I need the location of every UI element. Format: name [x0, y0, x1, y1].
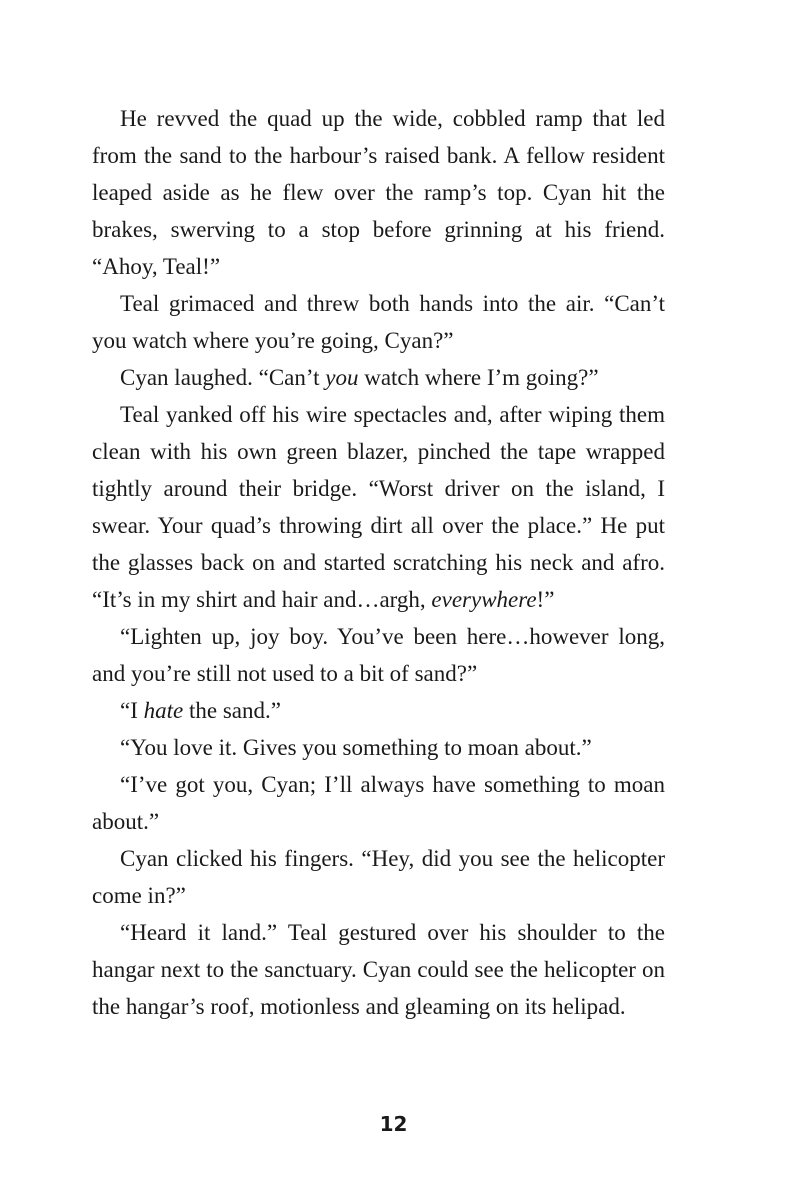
paragraph-text: “I	[120, 698, 144, 723]
paragraph-text: Cyan clicked his fingers. “Hey, did you see the helicopter come in?”	[92, 846, 665, 908]
paragraph-text: “Heard it land.” Teal gestured over his shoulder to the hangar next to the sanctuary. Cyan could see the helicopter on the hangar’s roof, motionless and gleaming on its helipad.	[92, 920, 665, 1019]
emphasis-text: everywhere	[431, 587, 537, 612]
paragraph-text: “I’ve got you, Cyan; I’ll always have something to moan about.”	[92, 772, 665, 834]
paragraph-5	[92, 618, 665, 692]
paragraph-text: “Lighten up, joy boy. You’ve been here…however long, and you’re still not used to a bit of sand?”	[92, 624, 665, 686]
paragraph-10	[92, 914, 665, 1025]
paragraph-text: Teal yanked off his wire spectacles and, after wiping them clean with his own green blazer, pinched the tape wrapped tightly around their bridge. “Worst driver on the island, I swear. Your quad’s throwing dirt all over the place.” He put the glasses back on and started scratching his neck and afro. “It’s in my shirt and hair and…argh,	[92, 402, 665, 612]
body-text	[92, 100, 665, 1025]
paragraph-text: !”	[536, 587, 555, 612]
paragraph-4	[92, 396, 665, 618]
paragraph-text: watch where I’m going?”	[358, 365, 599, 390]
paragraph-8	[92, 766, 665, 840]
paragraph-1	[92, 100, 665, 285]
paragraph-text: Cyan laughed. “Can’t	[120, 365, 326, 390]
paragraph-7	[92, 729, 665, 766]
emphasis-text: hate	[143, 698, 184, 723]
paragraph-3	[92, 359, 665, 396]
page-number: 12	[379, 1112, 408, 1136]
paragraph-6	[92, 692, 665, 729]
paragraph-9	[92, 840, 665, 914]
paragraph-text: He revved the quad up the wide, cobbled ramp that led from the sand to the harbour’s raised bank. A fellow resident leaped aside as he flew over the ramp’s top. Cyan hit the brakes, swerving to a stop before grinning at his friend. “Ahoy, Teal!”	[92, 106, 665, 279]
paragraph-text: the sand.”	[183, 698, 281, 723]
emphasis-text: you	[325, 365, 359, 390]
paragraph-2	[92, 285, 665, 359]
paragraph-text: Teal grimaced and threw both hands into the air. “Can’t you watch where you’re going, Cyan?”	[92, 291, 665, 353]
paragraph-text: “You love it. Gives you something to moan about.”	[120, 735, 592, 760]
